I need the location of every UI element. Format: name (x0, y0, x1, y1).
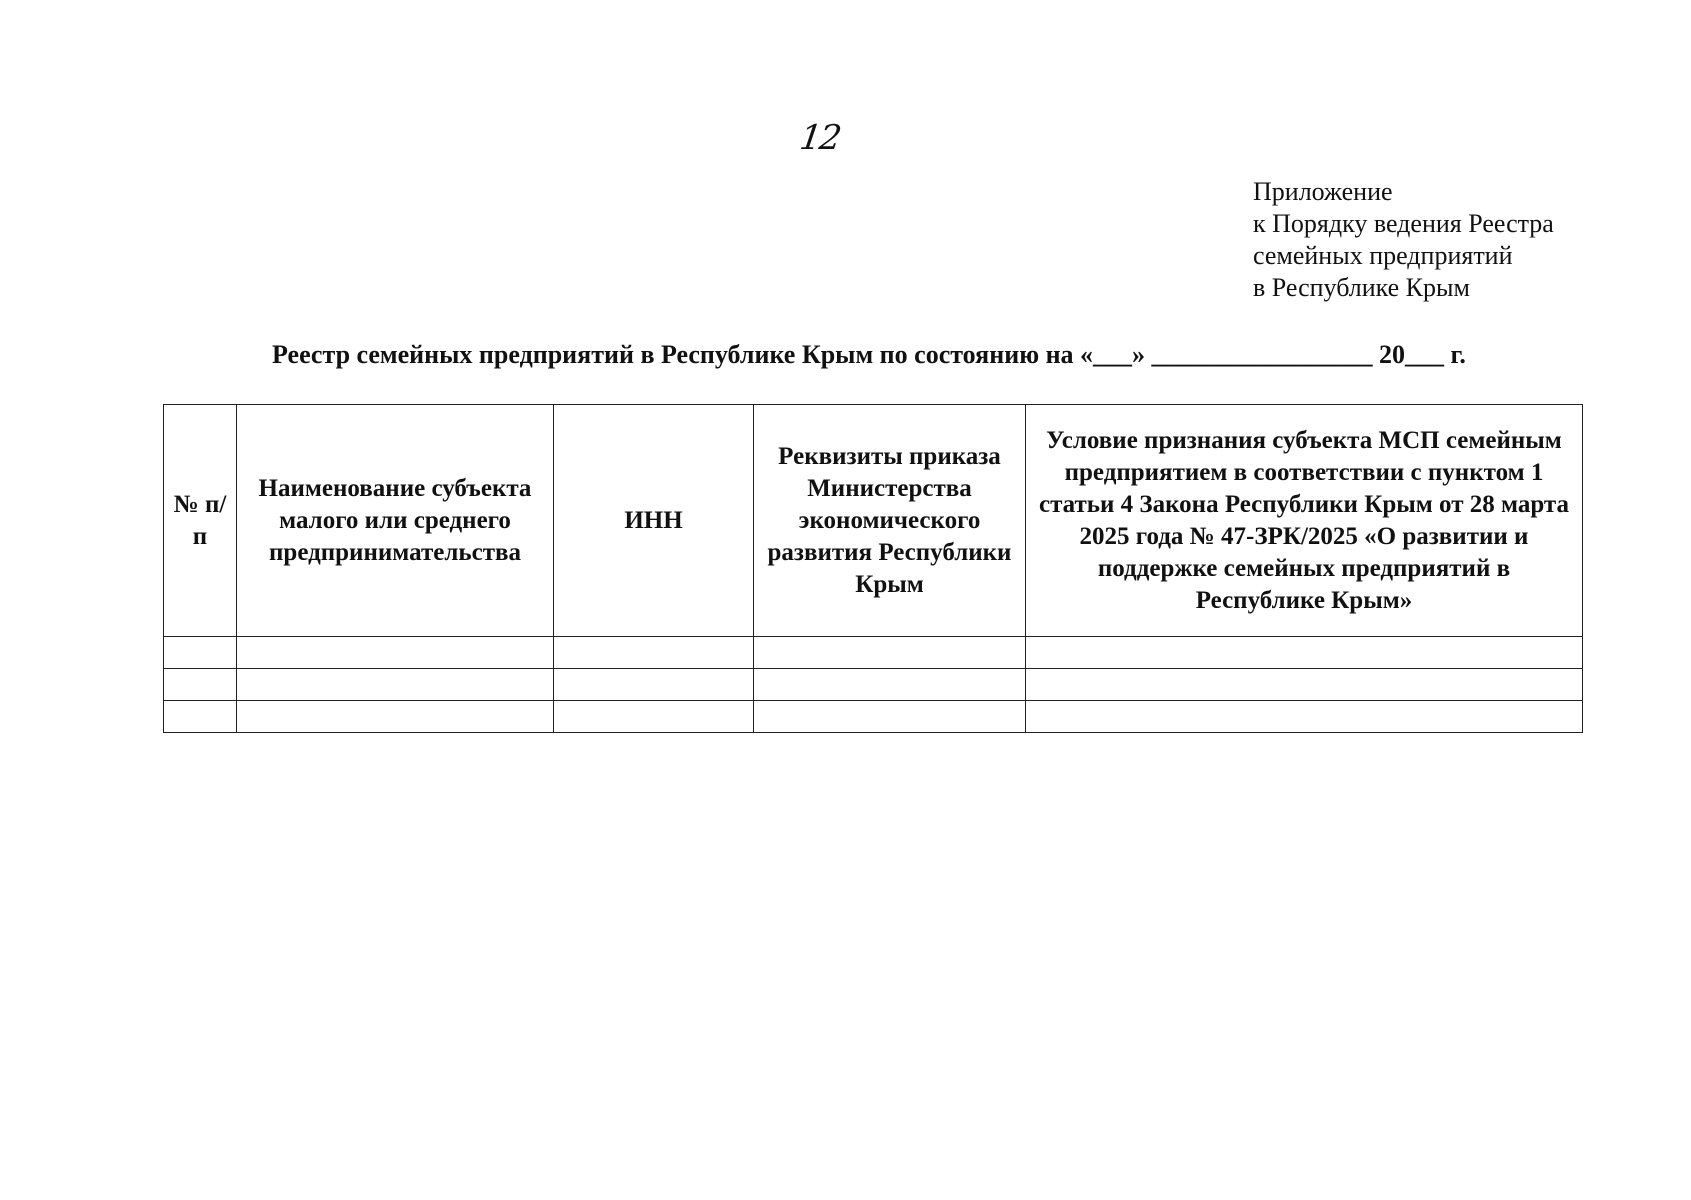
table-cell (754, 701, 1026, 733)
table-cell (1026, 701, 1583, 733)
appendix-line: семейных предприятий (1253, 241, 1513, 270)
table-cell (164, 701, 237, 733)
table-cell (554, 669, 754, 701)
table-row (164, 701, 1583, 733)
register-title: Реестр семейных предприятий в Республике Крым по состоянию на «___» _________________ 20___ г. (272, 340, 1466, 369)
header-recognition-condition: Условие признания субъекта МСП семейным предприятием в соответствии с пунктом 1 статьи 4 Закона Республики Крым от 28 марта 2025 года № 47-ЗРК/2025 «О развитии и поддержке семейных предприятий в Республике Крым» (1026, 405, 1583, 637)
table-cell (164, 637, 237, 669)
appendix-note (1253, 176, 1554, 304)
table-cell (164, 669, 237, 701)
table-cell (237, 669, 554, 701)
table-cell (237, 701, 554, 733)
table-cell (554, 637, 754, 669)
table-cell (754, 669, 1026, 701)
table-header-row (164, 405, 1583, 637)
appendix-line: к Порядку ведения Реестра (1253, 209, 1554, 238)
table-row (164, 669, 1583, 701)
table-cell (554, 701, 754, 733)
header-order-details: Реквизиты приказа Министерства экономического развития Республики Крым (754, 405, 1026, 637)
header-inn: ИНН (554, 405, 754, 637)
header-entity-name: Наименование субъекта малого или среднего предпринимательства (237, 405, 554, 637)
table-row (164, 637, 1583, 669)
appendix-line: Приложение (1253, 177, 1393, 206)
table-cell (237, 637, 554, 669)
header-number: № п/п (164, 405, 237, 637)
table-cell (754, 637, 1026, 669)
register-table (163, 404, 1583, 733)
page-number: 12 (797, 118, 843, 158)
table-cell (1026, 637, 1583, 669)
appendix-line: в Республике Крым (1253, 273, 1470, 302)
table-cell (1026, 669, 1583, 701)
